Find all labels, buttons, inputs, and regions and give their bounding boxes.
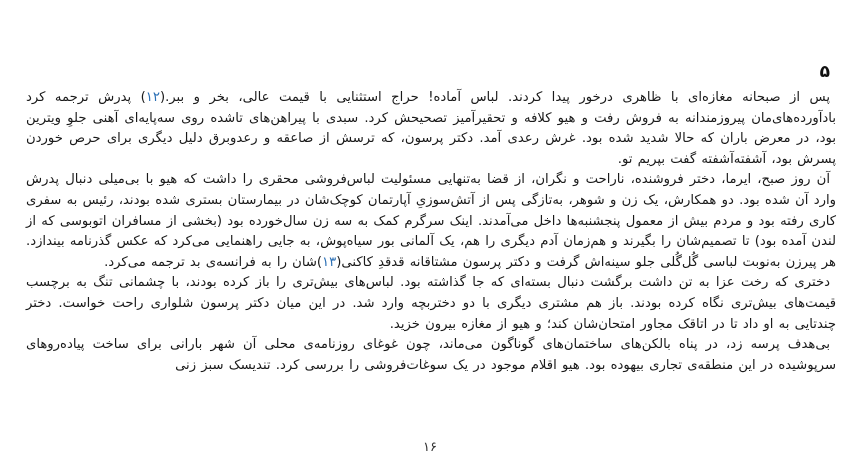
paragraph-text: )شان را به فرانسه‌ی بد ترجمه می‌کرد.	[104, 254, 323, 270]
paragraph-3	[26, 273, 836, 335]
paragraph-1	[26, 88, 836, 170]
page-number: ۱۶	[423, 440, 437, 455]
paragraph-text: پس از صبحانه مغازه‌ای با ظاهری درخور پیدا کردند. لباس آماده! حراج استثنایی با قیمت عالی، بخر و ببر.(	[159, 90, 831, 105]
footnote-ref[interactable]: ۱۲	[145, 90, 160, 105]
paragraph-text: آن روز صبح، ایرما، دختر فروشنده، ناراحت و نگران، از قضا به‌تنهایی مسئولیت لباس‌فروشی محقری را داشت که هیو با بی‌میلی دنبال پدرش وارد آن شده بود. دو همکارش، یک زن و شوهر، به‌تازگی پس از آتش‌سوزیِ آپارتمان کوچک‌شان در بیمارستان بستری شده بودند، رئیس به سفری کاری رفته بود و مردم بیش از معمول پنجشنبه‌ها داخل می‌آمدند. اینک سرگرم کمک به سه زن سال‌خورده بود (بخشی از مسافران اتوبوسی که از لندن آمده بود) تا تصمیم‌شان را بگیرند و هم‌زمان آدم دیگری را هم، یک آلمانی بور سیاه‌پوش، به جایی راهنمایی می‌کرد که عکس گذرنامه بیندازد. هر پیرزن به‌نوبت لباسی گُل‌گُلی جلو سینه‌اش گرفت و دکتر پرسون مشتاقانه قدقدِ کاکنی(	[26, 172, 836, 270]
paragraph-4	[26, 335, 836, 376]
chapter-number: ۵	[819, 62, 830, 82]
paragraph-2	[26, 170, 836, 273]
footnote-ref[interactable]: ۱۳	[322, 254, 337, 270]
body-text	[26, 88, 836, 376]
paragraph-text: ) پدرش ترجمه کرد بادآورده‌های‌مان پیروزمندانه به فروش رفت و هیو کلافه و تحقیرآمیز تصحیحش کرد. سبدی با پیراهن‌های تاشده روی سه‌پایه‌ای آهنی جلوِ ویترین بود، در معرض باران که حالا شدید شده بود. غرش رعدی آمد. دکتر پرسون، که ترسش از صاعقه و رعدوبرق دلیل دیگری برای حرص خوردن پسرش بود، آشفته‌آشفته گفت بپریم تو.	[26, 90, 836, 167]
paragraph-text: بی‌هدف پرسه زد، در پناه بالکن‌های ساختمان‌های گوناگون می‌ماند، چون غوغای روزنامه‌ی محلی آن شهر بارانی برای ساخت پیاده‌روهای سرپوشیده در این منطقه‌ی تجاری بیهوده بود. هیو اقلام موجود در یک سوغات‌فروشی را بررسی کرد. تندیسک سبز زنی	[26, 337, 836, 373]
paragraph-text: دختری که رخت عزا به تن داشت برگشت دنبال بسته‌ای که جا گذاشته بود. لباس‌های بیش‌تری را باز کرده بودند، با چشمانی تنگ به برچسب قیمت‌های بیش‌تری نگاه کرده بودند. باز هم مشتری دیگری با دو دختربچه وارد شد. در این میان دکتر پرسون شلواری راحت خواست. دختر چندتایی به او داد تا در اتاقک مجاور امتحان‌شان کند؛ و هیو از مغازه بیرون خزید.	[26, 275, 836, 332]
